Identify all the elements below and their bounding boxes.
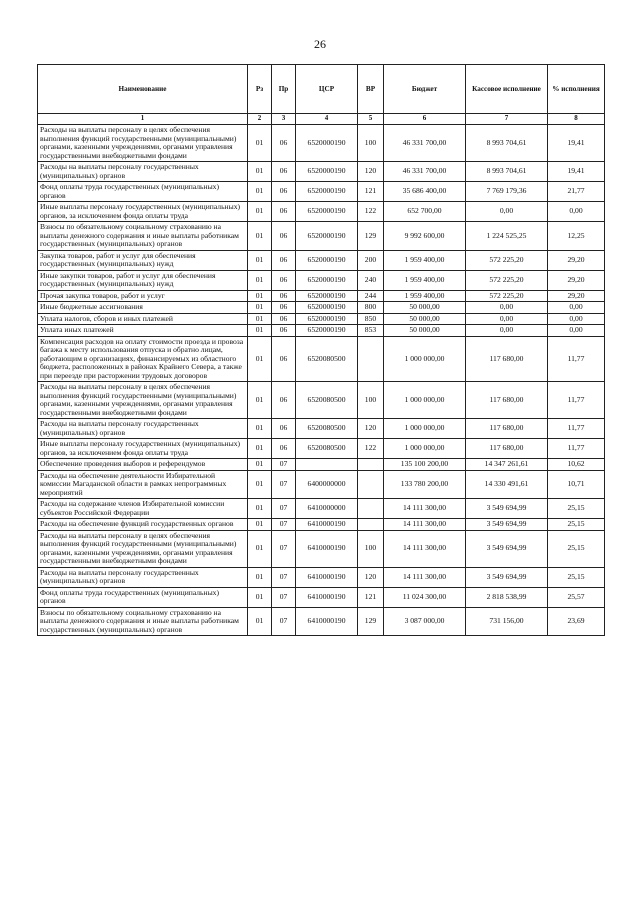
cell-execution: 572 225,20 bbox=[466, 290, 548, 302]
budget-execution-table bbox=[37, 64, 605, 636]
cell-percent: 10,62 bbox=[548, 459, 605, 471]
cell-pr: 06 bbox=[272, 302, 296, 314]
col-header-percent: % исполнения bbox=[548, 65, 605, 114]
table-row bbox=[38, 162, 605, 182]
cell-vr bbox=[358, 336, 384, 382]
cell-budget: 14 111 300,00 bbox=[384, 499, 466, 519]
cell-pr: 07 bbox=[272, 530, 296, 567]
cell-rz: 01 bbox=[248, 222, 272, 251]
cell-percent: 19,41 bbox=[548, 125, 605, 162]
cell-execution: 117 680,00 bbox=[466, 382, 548, 419]
cell-percent: 19,41 bbox=[548, 162, 605, 182]
cell-name: Обеспечение проведения выборов и референдумов bbox=[38, 459, 248, 471]
table-row bbox=[38, 499, 605, 519]
cell-percent: 11,77 bbox=[548, 419, 605, 439]
cell-budget: 1 959 400,00 bbox=[384, 270, 466, 290]
table-row bbox=[38, 439, 605, 459]
cell-percent: 11,77 bbox=[548, 336, 605, 382]
cell-percent: 0,00 bbox=[548, 325, 605, 337]
cell-rz: 01 bbox=[248, 419, 272, 439]
cell-pr: 07 bbox=[272, 470, 296, 499]
cell-budget: 50 000,00 bbox=[384, 302, 466, 314]
cell-pr: 06 bbox=[272, 202, 296, 222]
table-row bbox=[38, 325, 605, 337]
cell-percent: 25,15 bbox=[548, 567, 605, 587]
cell-execution: 3 549 694,99 bbox=[466, 567, 548, 587]
cell-budget: 46 331 700,00 bbox=[384, 125, 466, 162]
cell-execution: 2 818 538,99 bbox=[466, 587, 548, 607]
col-number: 5 bbox=[358, 114, 384, 125]
cell-vr: 850 bbox=[358, 313, 384, 325]
cell-name: Расходы на выплаты персоналу государственных (муниципальных) органов bbox=[38, 567, 248, 587]
cell-execution: 572 225,20 bbox=[466, 250, 548, 270]
cell-name: Взносы по обязательному социальному страхованию на выплаты денежного содержания и иные выплаты работникам государственных (муниципальных) органов bbox=[38, 222, 248, 251]
cell-name: Уплата налогов, сборов и иных платежей bbox=[38, 313, 248, 325]
cell-vr: 121 bbox=[358, 587, 384, 607]
cell-csr: 6520080500 bbox=[296, 382, 358, 419]
cell-csr: 6400000000 bbox=[296, 470, 358, 499]
cell-csr: 6410000190 bbox=[296, 587, 358, 607]
cell-csr: 6520000190 bbox=[296, 270, 358, 290]
cell-name: Расходы на выплаты персоналу государственных (муниципальных) органов bbox=[38, 419, 248, 439]
cell-csr bbox=[296, 459, 358, 471]
cell-csr: 6410000190 bbox=[296, 607, 358, 636]
cell-rz: 01 bbox=[248, 382, 272, 419]
cell-budget: 50 000,00 bbox=[384, 325, 466, 337]
cell-name: Расходы на обеспечение деятельности Избирательной комиссии Магаданской области в рамках непрограммных мероприятий bbox=[38, 470, 248, 499]
cell-execution: 14 330 491,61 bbox=[466, 470, 548, 499]
cell-budget: 133 780 200,00 bbox=[384, 470, 466, 499]
cell-budget: 50 000,00 bbox=[384, 313, 466, 325]
cell-vr: 100 bbox=[358, 382, 384, 419]
cell-rz: 01 bbox=[248, 162, 272, 182]
cell-percent: 23,69 bbox=[548, 607, 605, 636]
cell-budget: 46 331 700,00 bbox=[384, 162, 466, 182]
cell-csr: 6520000190 bbox=[296, 290, 358, 302]
table-row bbox=[38, 607, 605, 636]
cell-name: Расходы на выплаты персоналу в целях обеспечения выполнения функций государственными (муниципальными) органами, казенными учреждениями, органами управления государственными внебюджетными фондами bbox=[38, 125, 248, 162]
cell-execution: 7 769 179,36 bbox=[466, 182, 548, 202]
cell-rz: 01 bbox=[248, 325, 272, 337]
cell-name: Иные выплаты персоналу государственных (муниципальных) органов, за исключением фонда оплаты труда bbox=[38, 202, 248, 222]
table-row bbox=[38, 519, 605, 531]
cell-percent: 21,77 bbox=[548, 182, 605, 202]
cell-budget: 35 686 400,00 bbox=[384, 182, 466, 202]
cell-vr: 853 bbox=[358, 325, 384, 337]
cell-name: Иные бюджетные ассигнования bbox=[38, 302, 248, 314]
cell-execution: 117 680,00 bbox=[466, 439, 548, 459]
table-row bbox=[38, 202, 605, 222]
table-row bbox=[38, 270, 605, 290]
cell-budget: 11 024 300,00 bbox=[384, 587, 466, 607]
table-row bbox=[38, 470, 605, 499]
cell-execution: 572 225,20 bbox=[466, 270, 548, 290]
cell-execution: 117 680,00 bbox=[466, 336, 548, 382]
cell-pr: 06 bbox=[272, 182, 296, 202]
cell-rz: 01 bbox=[248, 270, 272, 290]
cell-pr: 06 bbox=[272, 125, 296, 162]
col-number: 1 bbox=[38, 114, 248, 125]
col-header-csr: ЦСР bbox=[296, 65, 358, 114]
cell-rz: 01 bbox=[248, 459, 272, 471]
cell-csr: 6520000190 bbox=[296, 162, 358, 182]
cell-execution: 0,00 bbox=[466, 325, 548, 337]
cell-name: Компенсация расходов на оплату стоимости проезда и провоза багажа к месту использования отпуска и обратно лицам, работающим в организациях, финансируемых из областного бюджета, расположенных в районах Крайнего Севера, а также при переезде при расторжении трудовых договоров bbox=[38, 336, 248, 382]
cell-rz: 01 bbox=[248, 567, 272, 587]
col-header-name: Наименование bbox=[38, 65, 248, 114]
cell-vr: 800 bbox=[358, 302, 384, 314]
cell-budget: 14 111 300,00 bbox=[384, 567, 466, 587]
cell-execution: 0,00 bbox=[466, 302, 548, 314]
cell-pr: 07 bbox=[272, 567, 296, 587]
cell-rz: 01 bbox=[248, 470, 272, 499]
table-row bbox=[38, 530, 605, 567]
cell-execution: 0,00 bbox=[466, 313, 548, 325]
cell-percent: 10,71 bbox=[548, 470, 605, 499]
cell-budget: 1 959 400,00 bbox=[384, 250, 466, 270]
cell-vr: 122 bbox=[358, 439, 384, 459]
cell-pr: 07 bbox=[272, 607, 296, 636]
cell-rz: 01 bbox=[248, 302, 272, 314]
cell-name: Фонд оплаты труда государственных (муниципальных) органов bbox=[38, 587, 248, 607]
cell-name: Расходы на обеспечение функций государственных органов bbox=[38, 519, 248, 531]
col-number: 2 bbox=[248, 114, 272, 125]
col-header-execution: Кассовое исполнение bbox=[466, 65, 548, 114]
cell-pr: 06 bbox=[272, 222, 296, 251]
col-number: 6 bbox=[384, 114, 466, 125]
col-header-pr: Пр bbox=[272, 65, 296, 114]
cell-percent: 25,15 bbox=[548, 499, 605, 519]
cell-budget: 3 087 000,00 bbox=[384, 607, 466, 636]
cell-rz: 01 bbox=[248, 336, 272, 382]
cell-pr: 06 bbox=[272, 250, 296, 270]
cell-rz: 01 bbox=[248, 530, 272, 567]
cell-rz: 01 bbox=[248, 519, 272, 531]
cell-vr: 120 bbox=[358, 567, 384, 587]
cell-name: Фонд оплаты труда государственных (муниципальных) органов bbox=[38, 182, 248, 202]
cell-name: Уплата иных платежей bbox=[38, 325, 248, 337]
cell-vr bbox=[358, 459, 384, 471]
cell-pr: 06 bbox=[272, 325, 296, 337]
cell-vr: 121 bbox=[358, 182, 384, 202]
cell-csr: 6410000190 bbox=[296, 567, 358, 587]
table-row bbox=[38, 419, 605, 439]
cell-execution: 3 549 694,99 bbox=[466, 499, 548, 519]
cell-name: Взносы по обязательному социальному страхованию на выплаты денежного содержания и иные выплаты работникам государственных (муниципальных) органов bbox=[38, 607, 248, 636]
cell-vr bbox=[358, 470, 384, 499]
cell-percent: 25,15 bbox=[548, 519, 605, 531]
cell-percent: 29,20 bbox=[548, 290, 605, 302]
cell-budget: 1 000 000,00 bbox=[384, 336, 466, 382]
cell-rz: 01 bbox=[248, 182, 272, 202]
cell-csr: 6410000190 bbox=[296, 519, 358, 531]
cell-pr: 06 bbox=[272, 336, 296, 382]
cell-vr: 120 bbox=[358, 419, 384, 439]
cell-percent: 12,25 bbox=[548, 222, 605, 251]
cell-execution: 3 549 694,99 bbox=[466, 519, 548, 531]
col-number: 4 bbox=[296, 114, 358, 125]
cell-csr: 6520000190 bbox=[296, 182, 358, 202]
cell-csr: 6520080500 bbox=[296, 336, 358, 382]
cell-percent: 0,00 bbox=[548, 313, 605, 325]
cell-budget: 14 111 300,00 bbox=[384, 519, 466, 531]
cell-vr: 100 bbox=[358, 530, 384, 567]
cell-csr: 6520080500 bbox=[296, 439, 358, 459]
table-row bbox=[38, 567, 605, 587]
cell-csr: 6520000190 bbox=[296, 325, 358, 337]
col-header-budget: Бюджет bbox=[384, 65, 466, 114]
cell-percent: 29,20 bbox=[548, 270, 605, 290]
cell-rz: 01 bbox=[248, 125, 272, 162]
cell-name: Иные закупки товаров, работ и услуг для обеспечения государственных (муниципальных) нужд bbox=[38, 270, 248, 290]
cell-vr: 200 bbox=[358, 250, 384, 270]
table-row bbox=[38, 459, 605, 471]
cell-pr: 07 bbox=[272, 587, 296, 607]
col-number: 8 bbox=[548, 114, 605, 125]
cell-csr: 6520080500 bbox=[296, 419, 358, 439]
cell-execution: 3 549 694,99 bbox=[466, 530, 548, 567]
cell-pr: 06 bbox=[272, 419, 296, 439]
cell-pr: 06 bbox=[272, 290, 296, 302]
cell-csr: 6520000190 bbox=[296, 313, 358, 325]
cell-pr: 07 bbox=[272, 499, 296, 519]
cell-percent: 25,15 bbox=[548, 530, 605, 567]
cell-name: Закупка товаров, работ и услуг для обеспечения государственных (муниципальных) нужд bbox=[38, 250, 248, 270]
cell-execution: 8 993 704,61 bbox=[466, 162, 548, 182]
cell-pr: 06 bbox=[272, 313, 296, 325]
table-row bbox=[38, 290, 605, 302]
cell-percent: 25,57 bbox=[548, 587, 605, 607]
cell-vr: 240 bbox=[358, 270, 384, 290]
cell-vr: 244 bbox=[358, 290, 384, 302]
cell-csr: 6410000190 bbox=[296, 530, 358, 567]
cell-budget: 14 111 300,00 bbox=[384, 530, 466, 567]
cell-csr: 6520000190 bbox=[296, 302, 358, 314]
cell-pr: 07 bbox=[272, 519, 296, 531]
cell-pr: 07 bbox=[272, 459, 296, 471]
cell-csr: 6410000000 bbox=[296, 499, 358, 519]
table-row bbox=[38, 302, 605, 314]
col-header-vr: ВР bbox=[358, 65, 384, 114]
cell-budget: 1 000 000,00 bbox=[384, 382, 466, 419]
cell-execution: 0,00 bbox=[466, 202, 548, 222]
cell-rz: 01 bbox=[248, 250, 272, 270]
table-row bbox=[38, 250, 605, 270]
cell-vr: 129 bbox=[358, 222, 384, 251]
cell-rz: 01 bbox=[248, 607, 272, 636]
table-row bbox=[38, 336, 605, 382]
cell-csr: 6520000190 bbox=[296, 202, 358, 222]
col-number: 3 bbox=[272, 114, 296, 125]
table-row bbox=[38, 182, 605, 202]
cell-percent: 0,00 bbox=[548, 302, 605, 314]
column-number-row bbox=[38, 114, 605, 125]
cell-pr: 06 bbox=[272, 270, 296, 290]
cell-percent: 11,77 bbox=[548, 439, 605, 459]
cell-name: Иные выплаты персоналу государственных (муниципальных) органов, за исключением фонда оплаты труда bbox=[38, 439, 248, 459]
col-header-rz: Рз bbox=[248, 65, 272, 114]
cell-name: Расходы на выплаты персоналу государственных (муниципальных) органов bbox=[38, 162, 248, 182]
cell-name: Прочая закупка товаров, работ и услуг bbox=[38, 290, 248, 302]
cell-name: Расходы на выплаты персоналу в целях обеспечения выполнения функций государственными (муниципальными) органами, казенными учреждениями, органами управления государственными внебюджетными фондами bbox=[38, 530, 248, 567]
cell-execution: 14 347 261,61 bbox=[466, 459, 548, 471]
cell-percent: 29,20 bbox=[548, 250, 605, 270]
cell-pr: 06 bbox=[272, 162, 296, 182]
cell-rz: 01 bbox=[248, 587, 272, 607]
page-number: 26 bbox=[314, 37, 326, 51]
cell-budget: 135 100 200,00 bbox=[384, 459, 466, 471]
table-row bbox=[38, 222, 605, 251]
cell-csr: 6520000190 bbox=[296, 222, 358, 251]
cell-execution: 731 156,00 bbox=[466, 607, 548, 636]
cell-vr: 120 bbox=[358, 162, 384, 182]
cell-rz: 01 bbox=[248, 202, 272, 222]
cell-percent: 0,00 bbox=[548, 202, 605, 222]
cell-csr: 6520000190 bbox=[296, 250, 358, 270]
cell-name: Расходы на содержание членов Избирательной комиссии субъектов Российской Федерации bbox=[38, 499, 248, 519]
cell-csr: 6520000190 bbox=[296, 125, 358, 162]
cell-name: Расходы на выплаты персоналу в целях обеспечения выполнения функций государственными (муниципальными) органами, казенными учреждениями, органами управления государственными внебюджетными фондами bbox=[38, 382, 248, 419]
cell-rz: 01 bbox=[248, 439, 272, 459]
cell-execution: 117 680,00 bbox=[466, 419, 548, 439]
cell-budget: 1 000 000,00 bbox=[384, 419, 466, 439]
cell-vr: 122 bbox=[358, 202, 384, 222]
table-row bbox=[38, 313, 605, 325]
table-row bbox=[38, 587, 605, 607]
cell-execution: 8 993 704,61 bbox=[466, 125, 548, 162]
cell-budget: 9 992 600,00 bbox=[384, 222, 466, 251]
table-row bbox=[38, 125, 605, 162]
col-number: 7 bbox=[466, 114, 548, 125]
cell-vr bbox=[358, 499, 384, 519]
cell-vr bbox=[358, 519, 384, 531]
cell-rz: 01 bbox=[248, 313, 272, 325]
cell-rz: 01 bbox=[248, 290, 272, 302]
cell-budget: 1 959 400,00 bbox=[384, 290, 466, 302]
table-row bbox=[38, 382, 605, 419]
cell-vr: 100 bbox=[358, 125, 384, 162]
cell-rz: 01 bbox=[248, 499, 272, 519]
cell-pr: 06 bbox=[272, 439, 296, 459]
header-row bbox=[38, 65, 605, 114]
cell-vr: 129 bbox=[358, 607, 384, 636]
cell-percent: 11,77 bbox=[548, 382, 605, 419]
cell-budget: 652 700,00 bbox=[384, 202, 466, 222]
cell-pr: 06 bbox=[272, 382, 296, 419]
cell-execution: 1 224 525,25 bbox=[466, 222, 548, 251]
cell-budget: 1 000 000,00 bbox=[384, 439, 466, 459]
